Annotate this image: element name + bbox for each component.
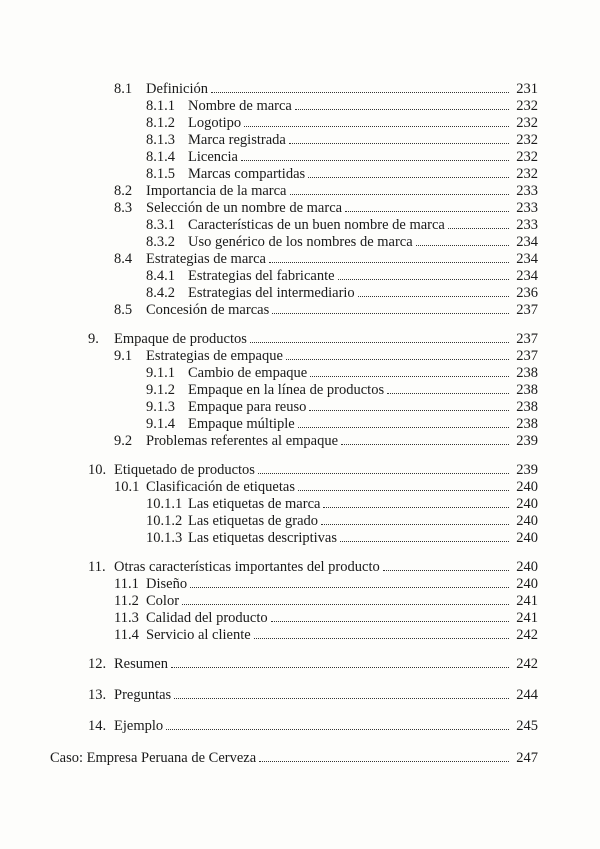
- dot-leader: [269, 262, 509, 263]
- toc-entry-page-number: 233: [516, 183, 538, 199]
- toc-entry-9-1-1-cambio-de-empaque: [0, 364, 538, 382]
- toc-entry-page-number: 239: [516, 462, 538, 478]
- toc-entry-page-number: 242: [516, 627, 538, 643]
- toc-entry-page-number: 232: [516, 98, 538, 114]
- toc-entry-8-4-2-estrategias-del-intermediario: [0, 284, 538, 302]
- toc-entry-page-number: 234: [516, 234, 538, 250]
- toc-entry-number: 8.3.1: [146, 217, 175, 233]
- dot-leader: [211, 92, 509, 93]
- toc-entry-page-number: 232: [516, 166, 538, 182]
- toc-entry-number: 8.5: [114, 302, 133, 318]
- toc-entry-10-1-3-las-etiquetas-descriptivas: [0, 529, 538, 547]
- toc-entry-number: 8.1.5: [146, 166, 175, 182]
- toc-entry-page-number: 237: [516, 348, 538, 364]
- dot-leader: [448, 228, 509, 229]
- toc-entry-page-number: 231: [516, 81, 538, 97]
- toc-entry-title: Caso: Empresa Peruana de Cerveza: [50, 750, 257, 766]
- toc-entry-number: 9.: [88, 331, 99, 347]
- toc-entry-number: 8.1.1: [146, 98, 175, 114]
- toc-entry-page-number: 236: [516, 285, 538, 301]
- toc-entry-number: 11.2: [114, 593, 139, 609]
- toc-entry-page-number: 237: [516, 302, 538, 318]
- toc-entry-number: 9.1.2: [146, 382, 175, 398]
- toc-entry-title: Servicio al cliente: [146, 627, 251, 643]
- dot-leader: [298, 427, 509, 428]
- toc-entry-title: Definición: [146, 81, 209, 97]
- toc-entry-page-number: 238: [516, 382, 538, 398]
- toc-entry-number: 8.4.2: [146, 285, 175, 301]
- toc-entry-number: 10.1.1: [146, 496, 183, 512]
- dot-leader: [258, 473, 509, 474]
- toc-entry-8-1-definicion: [0, 80, 538, 98]
- dot-leader: [241, 160, 509, 161]
- toc-entry-title: Empaque para reuso: [188, 399, 307, 415]
- dot-leader: [244, 126, 509, 127]
- toc-entry-title: Resumen: [114, 656, 168, 672]
- toc-entry-title: Empaque en la línea de productos: [188, 382, 385, 398]
- toc-entry-8-3-2-uso-generico-de-los-nombres-de-marca: [0, 233, 538, 251]
- toc-entry-number: 8.1: [114, 81, 133, 97]
- toc-entry-11-4-servicio-al-cliente: [0, 626, 538, 644]
- toc-entry-title: Diseño: [146, 576, 188, 592]
- dot-leader: [358, 296, 509, 297]
- toc-entry-title: Nombre de marca: [188, 98, 292, 114]
- toc-entry-title: Logotipo: [188, 115, 242, 131]
- toc-entry-11-3-calidad-del-producto: [0, 609, 538, 627]
- toc-entry-page-number: 238: [516, 399, 538, 415]
- toc-entry-9-1-estrategias-de-empaque: [0, 347, 538, 365]
- toc-entry-9-empaque-de-productos: [0, 330, 538, 348]
- toc-entry-13-preguntas: [0, 686, 538, 704]
- toc-entry-page-number: 240: [516, 576, 538, 592]
- dot-leader: [174, 698, 509, 699]
- toc-entry-8-2-importancia-de-la-marca: [0, 182, 538, 200]
- dot-leader: [286, 359, 509, 360]
- toc-entry-11-2-color: [0, 592, 538, 610]
- toc-entry-8-3-1-caracteristicas-de-un-buen-nombre-de-marca: [0, 216, 538, 234]
- toc-entry-title: Selección de un nombre de marca: [146, 200, 343, 216]
- toc-entry-11-1-diseno: [0, 575, 538, 593]
- toc-entry-page-number: 245: [516, 718, 538, 734]
- toc-entry-number: 10.1: [114, 479, 140, 495]
- toc-entry-number: 8.3: [114, 200, 133, 216]
- toc-entry-title: Empaque de productos: [114, 331, 247, 347]
- dot-leader: [182, 604, 509, 605]
- dot-leader: [190, 587, 509, 588]
- toc-entry-title: Las etiquetas de grado: [188, 513, 319, 529]
- toc-entry-number: 10.1.3: [146, 530, 183, 546]
- dot-leader: [272, 313, 509, 314]
- toc-entry-page-number: 234: [516, 251, 538, 267]
- dot-leader: [289, 143, 509, 144]
- toc-entry-page-number: 247: [516, 750, 538, 766]
- toc-entry-number: 8.3.2: [146, 234, 175, 250]
- toc-entry-page-number: 240: [516, 479, 538, 495]
- dot-leader: [254, 638, 509, 639]
- toc-entry-number: 11.3: [114, 610, 139, 626]
- toc-entry-10-1-clasificacion-de-etiquetas: [0, 478, 538, 496]
- dot-leader: [321, 524, 509, 525]
- toc-entry-number: 10.1.2: [146, 513, 183, 529]
- toc-entry-8-4-estrategias-de-marca: [0, 250, 538, 268]
- toc-entry-title: Ejemplo: [114, 718, 164, 734]
- toc-entry-page-number: 240: [516, 530, 538, 546]
- toc-entry-8-1-5-marcas-compartidas: [0, 165, 538, 183]
- dot-leader: [341, 444, 509, 445]
- toc-entry-page-number: 240: [516, 496, 538, 512]
- dot-leader: [171, 667, 509, 668]
- toc-entry-title: Licencia: [188, 149, 238, 165]
- toc-entry-number: 9.2: [114, 433, 133, 449]
- dot-leader: [259, 761, 509, 762]
- dot-leader: [387, 393, 509, 394]
- toc-entry-title: Otras características importantes del producto: [114, 559, 380, 575]
- toc-entry-title: Etiquetado de productos: [114, 462, 255, 478]
- toc-entry-page-number: 233: [516, 217, 538, 233]
- toc-entry-9-1-2-empaque-en-la-linea-de-productos: [0, 381, 538, 399]
- toc-entry-number: 9.1.4: [146, 416, 175, 432]
- toc-entry-page-number: 239: [516, 433, 538, 449]
- dot-leader: [338, 279, 509, 280]
- toc-entry-9-1-4-empaque-multiple: [0, 415, 538, 433]
- toc-entry-number: 8.4: [114, 251, 133, 267]
- toc-entry-9-2-problemas-referentes-al-empaque: [0, 432, 538, 450]
- toc-entry-8-1-1-nombre-de-marca: [0, 97, 538, 115]
- dot-leader: [250, 342, 509, 343]
- toc-entry-8-3-seleccion-de-un-nombre-de-marca: [0, 199, 538, 217]
- toc-entry-title: Las etiquetas de marca: [188, 496, 321, 512]
- dot-leader: [340, 541, 509, 542]
- toc-entry-title: Calidad del producto: [146, 610, 268, 626]
- toc-entry-page-number: 232: [516, 149, 538, 165]
- toc-entry-page-number: 238: [516, 416, 538, 432]
- toc-entry-page-number: 232: [516, 132, 538, 148]
- toc-entry-title: Estrategias de empaque: [146, 348, 283, 364]
- dot-leader: [416, 245, 509, 246]
- toc-entry-8-1-4-licencia: [0, 148, 538, 166]
- toc-entry-title: Problemas referentes al empaque: [146, 433, 339, 449]
- toc-entry-title: Estrategias del fabricante: [188, 268, 335, 284]
- toc-entry-8-4-1-estrategias-del-fabricante: [0, 267, 538, 285]
- toc-entry-number: 8.4.1: [146, 268, 175, 284]
- toc-entry-number: 13.: [88, 687, 107, 703]
- toc-entry-number: 9.1: [114, 348, 133, 364]
- toc-entry-page-number: 240: [516, 513, 538, 529]
- toc-entry-title: Concesión de marcas: [146, 302, 270, 318]
- toc-entry-title: Clasificación de etiquetas: [146, 479, 295, 495]
- toc-entry-title: Preguntas: [114, 687, 172, 703]
- toc-entry-title: Empaque múltiple: [188, 416, 295, 432]
- toc-entry-number: 12.: [88, 656, 107, 672]
- toc-entry-title: Marca registrada: [188, 132, 286, 148]
- toc-entry-page-number: 238: [516, 365, 538, 381]
- toc-entry-page-number: 240: [516, 559, 538, 575]
- dot-leader: [271, 621, 509, 622]
- toc-entry-number: 8.2: [114, 183, 133, 199]
- toc-entry-number: 8.1.3: [146, 132, 175, 148]
- toc-entry-number: 9.1.1: [146, 365, 175, 381]
- dot-leader: [383, 570, 509, 571]
- toc-entry-title: Marcas compartidas: [188, 166, 306, 182]
- toc-entry-page-number: 244: [516, 687, 538, 703]
- toc-entry-14-ejemplo: [0, 717, 538, 735]
- toc-entry-page-number: 237: [516, 331, 538, 347]
- toc-entry-11-otras-caracteristicas-importantes-del-producto: [0, 558, 538, 576]
- toc-entry-title: Estrategias del intermediario: [188, 285, 355, 301]
- dot-leader: [309, 410, 509, 411]
- dot-leader: [310, 376, 509, 377]
- dot-leader: [345, 211, 509, 212]
- toc-entry-8-1-2-logotipo: [0, 114, 538, 132]
- toc-entry-title: Características de un buen nombre de marca: [188, 217, 445, 233]
- toc-entry-title: Uso genérico de los nombres de marca: [188, 234, 413, 250]
- toc-entry-number: 11.: [88, 559, 106, 575]
- toc-entry-12-resumen: [0, 655, 538, 673]
- dot-leader: [298, 490, 509, 491]
- toc-entry-10-1-1-las-etiquetas-de-marca: [0, 495, 538, 513]
- toc-entry-caso-empresa-peruana-de-cerveza: [0, 749, 538, 767]
- dot-leader: [308, 177, 509, 178]
- toc-entry-10-1-2-las-etiquetas-de-grado: [0, 512, 538, 530]
- toc-entry-page-number: 242: [516, 656, 538, 672]
- toc-entry-number: 14.: [88, 718, 107, 734]
- toc-entry-10-etiquetado-de-productos: [0, 461, 538, 479]
- toc-entry-number: 11.4: [114, 627, 139, 643]
- toc-entry-number: 9.1.3: [146, 399, 175, 415]
- dot-leader: [290, 194, 509, 195]
- toc-entry-title: Estrategias de marca: [146, 251, 266, 267]
- toc-entry-8-5-concesion-de-marcas: [0, 301, 538, 319]
- toc-entry-page-number: 241: [516, 610, 538, 626]
- toc-entry-page-number: 234: [516, 268, 538, 284]
- toc-entry-title: Cambio de empaque: [188, 365, 308, 381]
- toc-entry-title: Color: [146, 593, 180, 609]
- toc-entry-number: 11.1: [114, 576, 139, 592]
- dot-leader: [166, 729, 509, 730]
- dot-leader: [295, 109, 509, 110]
- toc-entry-title: Las etiquetas descriptivas: [188, 530, 337, 546]
- toc-entry-9-1-3-empaque-para-reuso: [0, 398, 538, 416]
- dot-leader: [323, 507, 509, 508]
- toc-entry-number: 8.1.2: [146, 115, 175, 131]
- toc-entry-title: Importancia de la marca: [146, 183, 287, 199]
- toc-entry-page-number: 233: [516, 200, 538, 216]
- toc-entry-number: 8.1.4: [146, 149, 175, 165]
- toc-entry-page-number: 232: [516, 115, 538, 131]
- toc-entry-8-1-3-marca-registrada: [0, 131, 538, 149]
- toc-entry-number: 10.: [88, 462, 107, 478]
- toc-entry-page-number: 241: [516, 593, 538, 609]
